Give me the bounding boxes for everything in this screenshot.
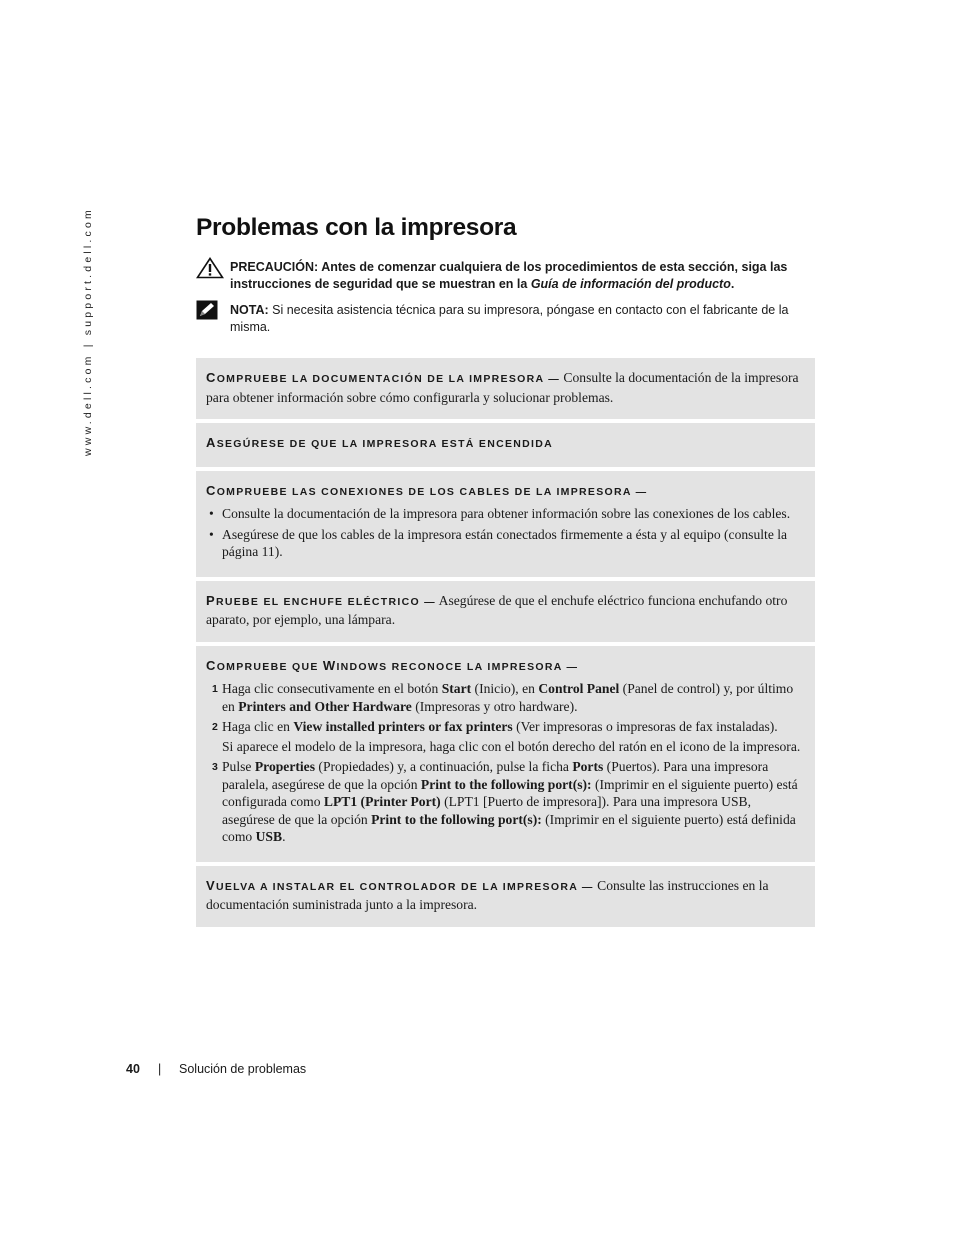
- footer-section-title: Solución de problemas: [179, 1062, 307, 1076]
- step-reinstall-driver: [196, 866, 815, 927]
- numbered-step: 2 Haga clic en View installed printers or fax printers (Ver impresoras o impresoras de fax instaladas). Si aparece el modelo de la impresora, haga clic con el botón derecho del ratón en el icono de la impresora.: [206, 718, 805, 755]
- step-text: Consulte la documentación de la impresora para obtener información sobre cómo configurarla y solucionar problemas.: [206, 370, 799, 405]
- footer-separator: |: [158, 1062, 162, 1076]
- step-text: Asegúrese de que el enchufe eléctrico funciona enchufando otro aparato, por ejemplo, una lámpara.: [206, 592, 788, 627]
- step-check-documentation: [196, 358, 815, 419]
- step-heading: ASEGÚRESE DE QUE LA IMPRESORA ESTÁ ENCENDIDA: [206, 435, 554, 450]
- step-heading: COMPRUEBE LAS CONEXIONES DE LOS CABLES DE LA IMPRESORA —: [206, 482, 648, 498]
- caution-notice: [196, 259, 796, 293]
- numbered-step: 1 Haga clic consecutivamente en el botón Start (Inicio), en Control Panel (Panel de control) y, por último en Printers and Other Hardware (Impresoras y otro hardware).: [212, 681, 794, 714]
- note-notice: [196, 302, 796, 336]
- troubleshooting-steps: [196, 358, 815, 931]
- step-heading: VUELVA A INSTALAR EL CONTROLADOR DE LA IMPRESORA —: [206, 877, 594, 893]
- bullet-item: • Consulte la documentación de la impresora para obtener información sobre las conexiones de los cables.: [206, 505, 805, 523]
- page-footer: [126, 1062, 307, 1076]
- caution-label: PRECAUCIÓN:: [230, 260, 319, 274]
- side-url: www.dell.com | support.dell.com: [82, 207, 94, 456]
- step-windows-recognizes: [196, 646, 815, 862]
- note-label: NOTA:: [230, 303, 269, 317]
- caution-guide: Guía de información del producto: [530, 277, 731, 291]
- numbered-step: 3 Pulse Properties (Propiedades) y, a continuación, pulse la ficha Ports (Puertos). Para una impresora paralela, asegúrese de que la opción Print to the following port(s): (Imprimir en el siguiente puerto) está configurada como LPT1 (Printer Port) (LPT1 [Puerto de impresora]). Para una impresora USB, asegúrese de que la opción Print to the following port(s): (Imprimir en el siguiente puerto) está definida como USB.: [212, 759, 798, 844]
- bullet-item: • Asegúrese de que los cables de la impresora están conectados firmemente a ésta y al equipo (consulte la página 11).: [206, 526, 805, 561]
- note-pencil-icon: [196, 300, 218, 325]
- caution-text: Antes de comenzar cualquiera de los procedimientos de esta sección, siga las instrucciones de seguridad que se muestran en la: [230, 260, 788, 291]
- step-heading: COMPRUEBE LA DOCUMENTACIÓN DE LA IMPRESORA —: [206, 370, 560, 385]
- page-number: 40: [126, 1062, 140, 1076]
- step-subtext: Si aparece el modelo de la impresora, haga clic con el botón derecho del ratón en el icono de la impresora.: [222, 738, 801, 754]
- step-check-cables: [196, 471, 815, 577]
- step-heading: COMPRUEBE QUE WINDOWS RECONOCE LA IMPRESORA —: [206, 657, 579, 673]
- page-title: Problemas con la impresora: [196, 214, 517, 241]
- step-heading: PRUEBE EL ENCHUFE ELÉCTRICO —: [206, 592, 436, 608]
- step-test-outlet: [196, 581, 815, 642]
- step-check-power: [196, 423, 815, 467]
- step-text: Consulte las instrucciones en la documentación suministrada junto a la impresora.: [206, 877, 769, 912]
- warning-icon: [196, 257, 224, 284]
- note-text: Si necesita asistencia técnica para su impresora, póngase en contacto con el fabricante de la misma.: [230, 303, 789, 334]
- caution-end: .: [730, 277, 735, 291]
